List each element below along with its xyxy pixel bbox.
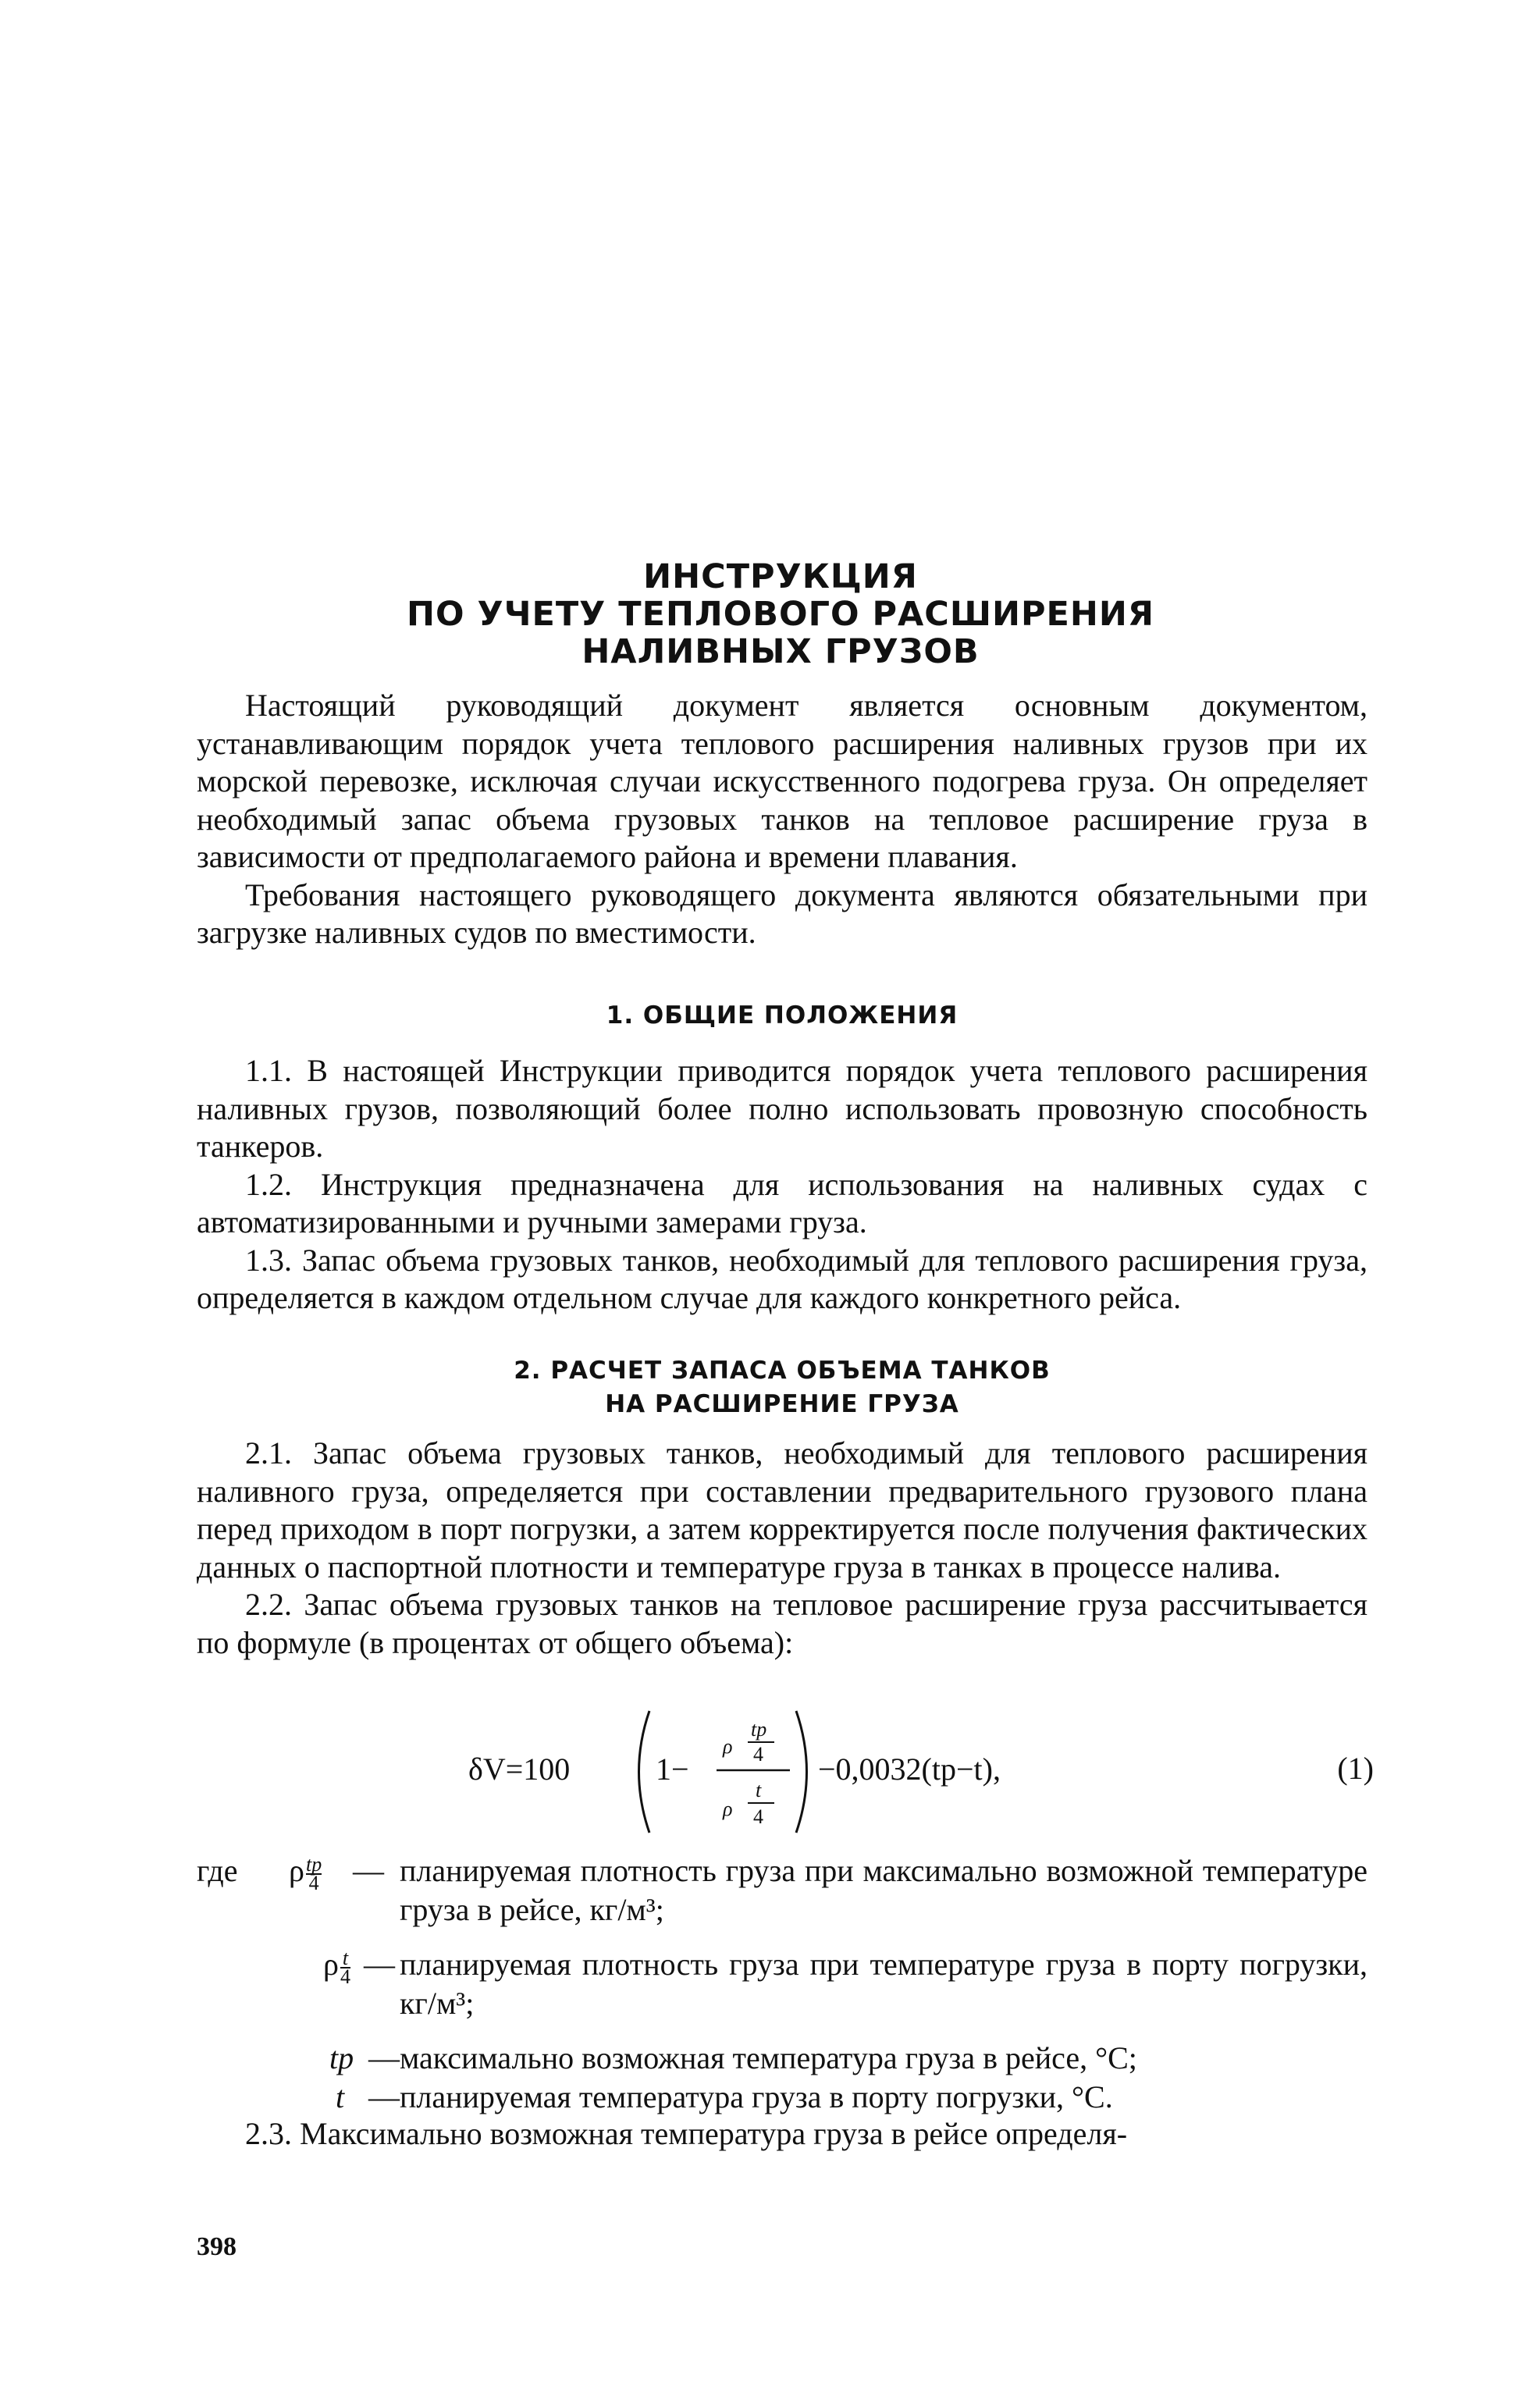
formula-den-rho: ρ [723, 1798, 733, 1820]
definition-1-text: планируемая плотность груза при максимально возможной температуре груза в рейсе, кг/м³; [400, 1853, 1368, 1927]
section-1-heading-text: 1. ОБЩИЕ ПОЛОЖЕНИЯ [606, 1001, 958, 1030]
section-1-heading [197, 999, 1368, 1033]
definition-1-sup: tр [305, 1852, 322, 1876]
definition-1-dash: — [353, 1853, 384, 1888]
paragraph-1-2: 1.2. Инструкция предназначена для использования на наливных судах с автоматизированными и ручными замерами груза. [197, 1166, 1368, 1239]
section-2-continued [197, 2115, 1368, 2153]
formula-one-minus: 1− [656, 1752, 689, 1787]
formula-graphic [468, 1702, 1249, 1842]
formula-1 [468, 1702, 1374, 1842]
definition-3-dash: — [368, 2040, 400, 2075]
definition-3-symbol: tр [329, 2040, 354, 2075]
formula-left-paren [639, 1711, 650, 1833]
title-line-3: НАЛИВНЫХ ГРУЗОВ [582, 632, 980, 671]
formula-num-sup: tр [751, 1718, 767, 1741]
intro-paragraph-1: Настоящий руководящий документ является основным документом, устанавливающим порядок учета теплового расширения наливных грузов при их морской перевозке, исключая случаи искусственного подогрева груза. Он определяет необходимый запас объема грузовых танков на тепловое расширение груза в зависимости от предполагаемого района и времени плавания. [197, 688, 1368, 874]
title-line-2: ПО УЧЕТУ ТЕПЛОВОГО РАСШИРЕНИЯ [407, 595, 1154, 634]
intro-block [197, 687, 1368, 952]
intro-paragraph-2: Требования настоящего руководящего документа являются обязательными при загрузке наливных судов по вместимости. [197, 877, 1368, 950]
formula-den-four: 4 [753, 1805, 763, 1828]
definition-3-text: максимально возможная температура груза в рейсе, °С; [400, 2040, 1137, 2075]
definition-2-rho: ρ [323, 1947, 339, 1982]
section-2-heading [197, 1354, 1368, 1421]
definition-2-sup: t [340, 1950, 350, 1968]
definition-1-rho: ρ [289, 1853, 304, 1888]
title-line-1: ИНСТРУКЦИЯ [643, 557, 918, 596]
document-title [195, 558, 1366, 670]
formula-num-rho: ρ [723, 1735, 733, 1758]
formula-rest: −0,0032(tр−t), [818, 1752, 1001, 1787]
definition-4-text: планируемая температура груза в порту погрузки, °С. [400, 2079, 1113, 2114]
paragraph-1-3: 1.3. Запас объема грузовых танков, необходимый для теплового расширения груза, определяется в каждом отдельном случае для каждого конкретного рейса. [197, 1242, 1368, 1315]
definition-1-sub: 4 [308, 1871, 319, 1894]
definition-2-sub: 4 [340, 1965, 350, 1988]
paragraph-1-1: 1.1. В настоящей Инструкции приводится порядок учета теплового расширения наливных грузов, позволяющий более полно использовать провозную способность танкеров. [197, 1053, 1368, 1164]
paragraph-2-1: 2.1. Запас объема грузовых танков, необходимый для теплового расширения наливного груза, определяется при составлении предварительного грузового плана перед приходом в порт погрузки, а затем корректируется после получения фактических данных о паспортной плотности и температуре груза в танках в процессе налива. [197, 1435, 1368, 1584]
page-number: 398 [197, 2232, 237, 2261]
paragraph-2-2: 2.2. Запас объема грузовых танков на тепловое расширение груза рассчитывается по формуле (в процентах от общего объема): [197, 1587, 1368, 1660]
formula-den-sup: t [756, 1779, 762, 1801]
section-1-block [197, 1052, 1368, 1318]
where-label: где [197, 1853, 238, 1888]
definition-2-text: планируемая плотность груза при температуре груза в порту погрузки, кг/м³; [400, 1947, 1368, 2021]
paragraph-2-3: 2.3. Максимально возможная температура груза в рейсе определя- [245, 2116, 1128, 2151]
definition-1-symbol [289, 1851, 322, 1892]
definition-2-dash: — [364, 1947, 395, 1982]
section-2-heading-line-1: 2. РАСЧЕТ ЗАПАСА ОБЪЕМА ТАНКОВ [514, 1357, 1051, 1385]
formula-num-four: 4 [753, 1743, 763, 1766]
section-2-block [197, 1435, 1368, 1662]
section-2-heading-line-2: НА РАСШИРЕНИЕ ГРУЗА [605, 1390, 959, 1418]
formula-number: (1) [1337, 1751, 1374, 1786]
definition-4-dash: — [368, 2079, 400, 2114]
definition-4-symbol: t [336, 2079, 345, 2114]
definition-2-symbol [323, 1945, 350, 1986]
formula-lhs: δV=100 [468, 1752, 571, 1787]
formula-right-paren [796, 1711, 807, 1833]
